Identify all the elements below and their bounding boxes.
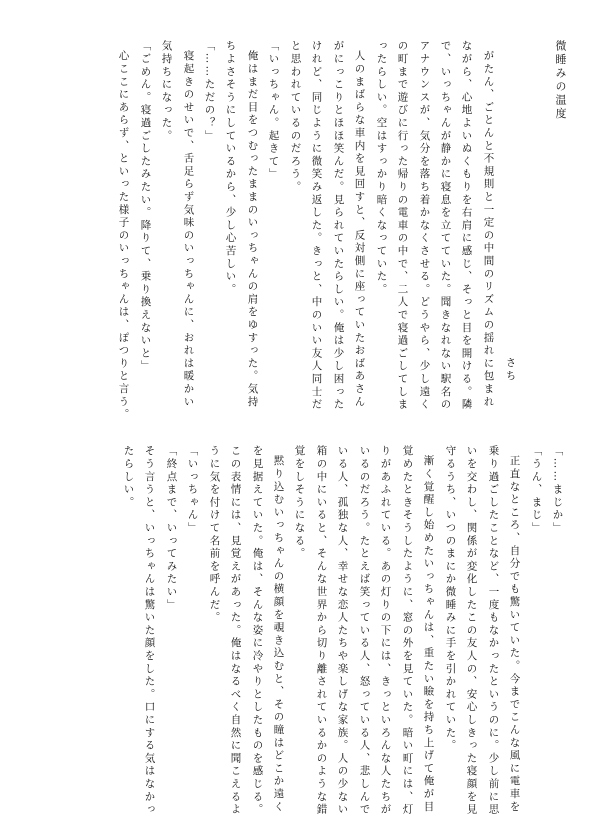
text-line: そう言うと、いっちゃんは驚いた顔をした。口にする気はなかっ: [143, 445, 156, 817]
text-line: 心ここにあらず、といった様子のいっちゃんは、ぽつりと言う。: [117, 50, 130, 422]
text-line: りがあふれている。あの灯りの下には、きっといろんな人たちが: [379, 445, 392, 817]
text-line: たらしい。: [122, 445, 135, 509]
text-line: ちよさそうにしているから、少し心苦しい。: [224, 40, 237, 296]
text-line: を見据えていた。俺は、そんな姿に冷やりとしたものを感じる。: [251, 445, 264, 817]
text-line: 漸く覚醒し始めたいっちゃんは、重たい瞼を持ち上げて俺が目: [422, 455, 435, 814]
text-line: で、いっちゃんが静かに寝息を立てていた。聞きなれない駅名の: [439, 40, 452, 412]
text-line: ったらしい。空はすっかり暗くなっていた。: [375, 40, 388, 296]
text-line: この表情には、見覚えがあった。俺はなるべく自然に聞こえるよ: [229, 445, 242, 817]
text-line: アナウンスが、気分を落ち着かなくさせる。どうやら、少し遠く: [418, 40, 431, 412]
text-line: いる人、孤独な人、幸せな恋人たちや楽しげな家族。人の少ない: [336, 445, 349, 817]
text-line: 「……ただの？」: [203, 40, 216, 143]
text-line: の町まで遊びに行った帰りの電車の中で、二人で寝過ごしてしま: [396, 40, 409, 412]
author-name: さち: [504, 357, 517, 383]
text-line: 俺はまだ目をつむったままのいっちゃんの肩をゆすった。気持: [246, 50, 259, 409]
text-line: 「うん、まじ」: [530, 445, 543, 535]
text-line: 乗り過ごしたことなど、一度もなかったというのに。少し前に思: [487, 445, 500, 817]
text-line: 「いっちゃん。起きて」: [267, 40, 280, 181]
text-line: いるのだろう。たとえば笑っている人、怒っている人、悲しんで: [358, 445, 371, 817]
text-line: がたん、ごとんと不規則と一定の中間のリズムの揺れに包まれ: [482, 50, 495, 409]
text-line: いを交わし、関係が変化したこの友人の、安心しきった寝顔を見: [465, 445, 478, 817]
text-line: けれど、同じように微笑み返した。きっと、中のいい友人同士だ: [310, 40, 323, 412]
text-line: 寝起きのせいで、舌足らず気味のいっちゃんに、おれは暖かい: [182, 50, 195, 409]
text-line: うに気を付けて名前を呼んだ。: [208, 445, 221, 625]
text-line: と思われているのだろう。: [289, 40, 302, 194]
text-line: 気持ちになった。: [160, 40, 173, 143]
story-title: 微睡みの温度: [554, 40, 567, 121]
text-line: 「……まじか」: [551, 445, 564, 535]
text-line: 黙り込むいっちゃんの横顔を覗き込むと、その瞳はどこか遠く: [272, 455, 285, 814]
text-line: 「いっちゃん」: [186, 445, 199, 535]
text-line: 「終点まで、いってみたい」: [165, 445, 178, 612]
text-line: 正直なところ、自分でも驚いていた。今までこんな風に電車を: [508, 455, 521, 814]
text-line: 覚をしそうになる。: [293, 445, 306, 561]
text-line: 覚めたときそうしたように、窓の外を見ていた。暗い町には、灯: [401, 445, 414, 817]
text-line: がにっこりとほほ笑んだ。見られていたらしい。俺は少し困った: [332, 40, 345, 412]
text-line: 人のまばらな車内を見回すと、反対側に座っていたおばあさん: [353, 50, 366, 409]
text-line: ながら、心地よいぬくもりを右肩に感じ、そっと目を開ける。隣: [460, 40, 473, 412]
text-line: 「ごめん。寝過ごしたみたい。降りて、乗り換えないと」: [139, 40, 152, 373]
text-line: 箱の中にいると、そんな世界から切り離されているかのような錯: [315, 445, 328, 817]
text-line: 守るうち、いつのまにか微睡みに手を引かれていた。: [444, 445, 457, 753]
